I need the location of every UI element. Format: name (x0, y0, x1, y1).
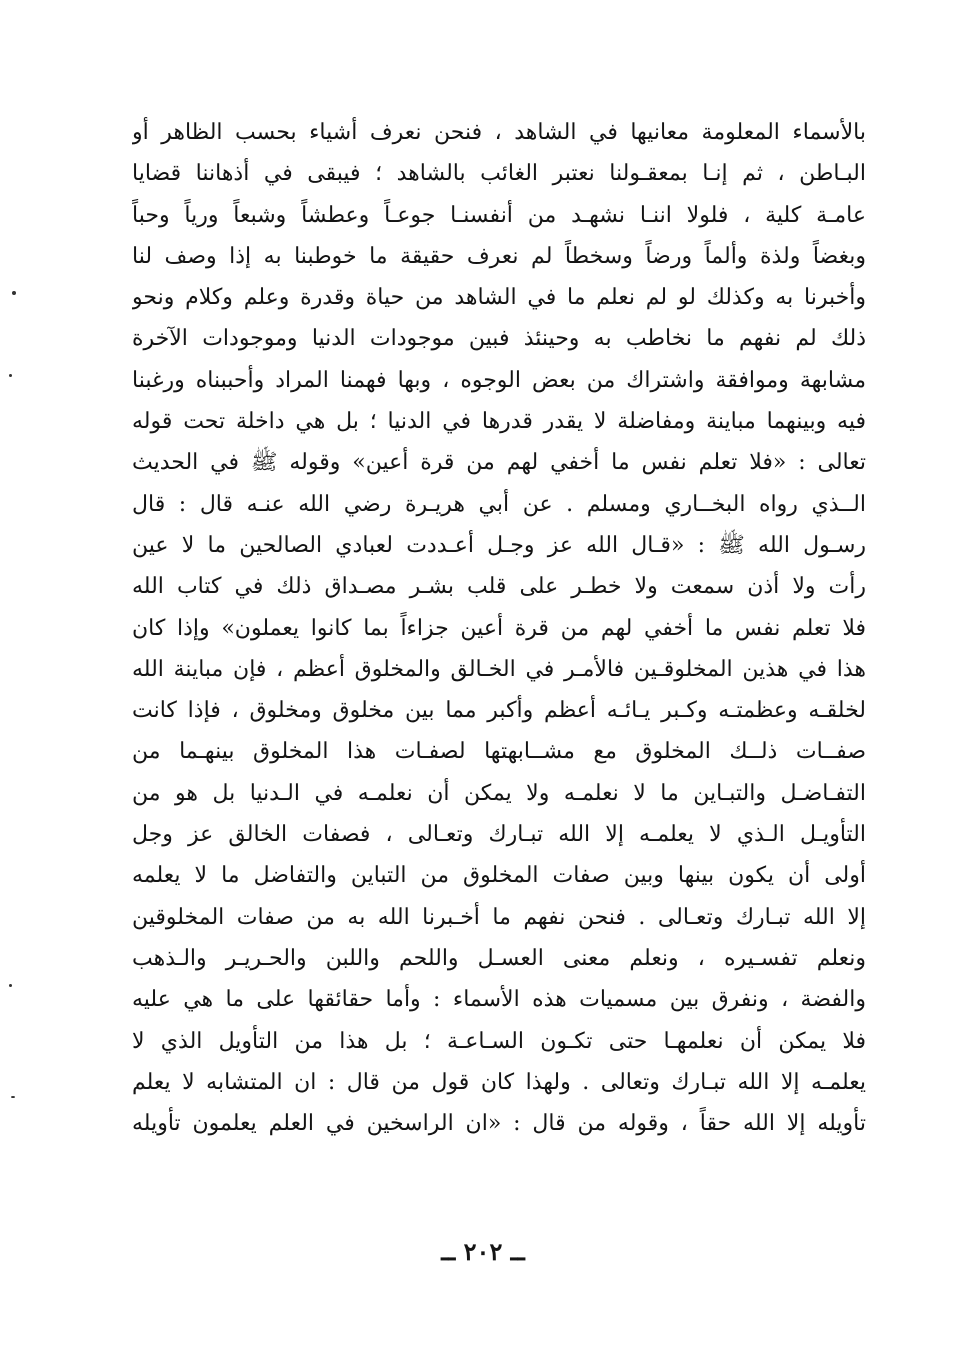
text-line-16: صفــات ذلــك المخلوق مع مشــابهتها لصفـات هذا المخلوق بينهـما من (132, 739, 866, 765)
scan-speck (11, 1096, 15, 1098)
text-line-6: ذلك لم نفهم ما نخاطب به وحينئذ فبين موجودات الدنيا وموجودات الآخرة (132, 326, 866, 352)
scan-speck (9, 374, 12, 377)
scan-speck (9, 984, 12, 987)
text-line-15: لخلقـه وعظمتـه وكـبر يـائـه أعظم وأكبر مما بين مخلوق ومخلوق ، فإذا كانت (132, 698, 866, 724)
text-line-19: أولى أن يكون بينها وبين صفات المخلوق من التباين والتفاضل ما لا يعلمه (132, 863, 866, 889)
text-line-9: تعالى : «فلا تعلم نفس ما أخفي لهم من قرة أعين» وقوله ﷺ في الحديث (132, 450, 866, 476)
text-line-17: التفـاضـل والتبـاين ما لا نعلمـه ولا يمكن أن نعلمـه في الـدنيا بل هو من (132, 780, 866, 806)
text-line-5: وأخبرنا به وكذلك لو لم نعلم ما في الشاهد من حياة وقدرة وعلم وكلام ونحو (132, 285, 866, 311)
text-line-11: رسـول الله ﷺ : «قـال الله عز وجـل أعـددت لعبادي الصالحين ما لا عين (132, 532, 866, 558)
text-line-3: عامـة كلية ، فلولا اننـا نشهـد من أنفسنـا جوعـاً وعطشاً وشبعاً ورياً وحباً (132, 202, 866, 228)
text-line-2: البـاطن ، ثم إنـا بمعقـولنا نعتبر الغائب بالشاهد ؛ فيبقى في أذهاننا قضايا (132, 161, 866, 187)
text-line-7: مشابهة وموافقة واشتراك من بعض الوجوه ، وبها فهمنا المراد وأحببناه ورغبنا (132, 367, 866, 393)
scan-speck (12, 291, 16, 295)
text-line-22: والفضة ، ونفرق بين مسميات هذه الأسماء : وأما حقائقها على ما هي عليه (132, 987, 866, 1013)
text-line-1: بالأسماء المعلومة معانيها في الشاهد ، فنحن نعرف أشياء بحسب الظاهر أو (132, 120, 866, 145)
text-line-4: وبغضاً ولذة وألماً ورضاً وسخطاً لم نعرف حقيقة ما خوطبنا به إذا وصف لنا (132, 243, 866, 269)
page-number: ــ ٢٠٢ ــ (441, 1237, 525, 1266)
text-line-12: رأت ولا أذن سمعت ولا خطـر على قلب بشـر مصـداق ذلك في كتاب الله (132, 574, 866, 600)
body-text (132, 112, 866, 1144)
text-line-10: الــذي رواه البخــاري ومسلم . عن أبي هريـرة رضي الله عنـه قال : قال (132, 491, 866, 517)
text-line-25: تأويله إلا الله حقاً ، وقوله من قال : «ان الراسخين في العلم يعلمون تأويله (132, 1111, 866, 1137)
text-line-18: التأويـل الـذي لا يعلمـه إلا الله تبـارك وتعـالى ، فصفات الخالق عز وجل (132, 822, 866, 848)
text-line-14: هذا في هذين المخلوقـين فالأمـر في الخـالق والمخلوق أعظم ، فإن مباينة الله (132, 656, 866, 682)
text-line-13: فلا تعلم نفس ما أخفي لهم من قرة أعين جزاءاً بما كانوا يعملون» وإذا كان (132, 615, 866, 641)
text-line-21: ونعلم تفسـيره ، ونعلم معنى العسـل واللحم واللبن والحـريـر والـذهب (132, 945, 866, 971)
text-line-8: فيه وبينهما مباينة ومفاضلة لا يقدر قدرها في الدنيا ؛ بل هي داخلة تحت قوله (132, 409, 866, 435)
text-line-24: يعلمـه إلا الله تبـارك وتعالى . ولهذا كان قول من قال : ان المتشابه لا يعلم (132, 1069, 866, 1095)
text-line-23: فلا يمكن أن نعلمهـا حتى تكـون السـاعـة ؛ بل هذا من التأويل الذي لا (132, 1028, 866, 1054)
text-line-20: إلا الله تبـارك وتعـالى . فنحن نفهم ما أخـبرنا الله به من صفات المخلوقين (132, 904, 866, 930)
